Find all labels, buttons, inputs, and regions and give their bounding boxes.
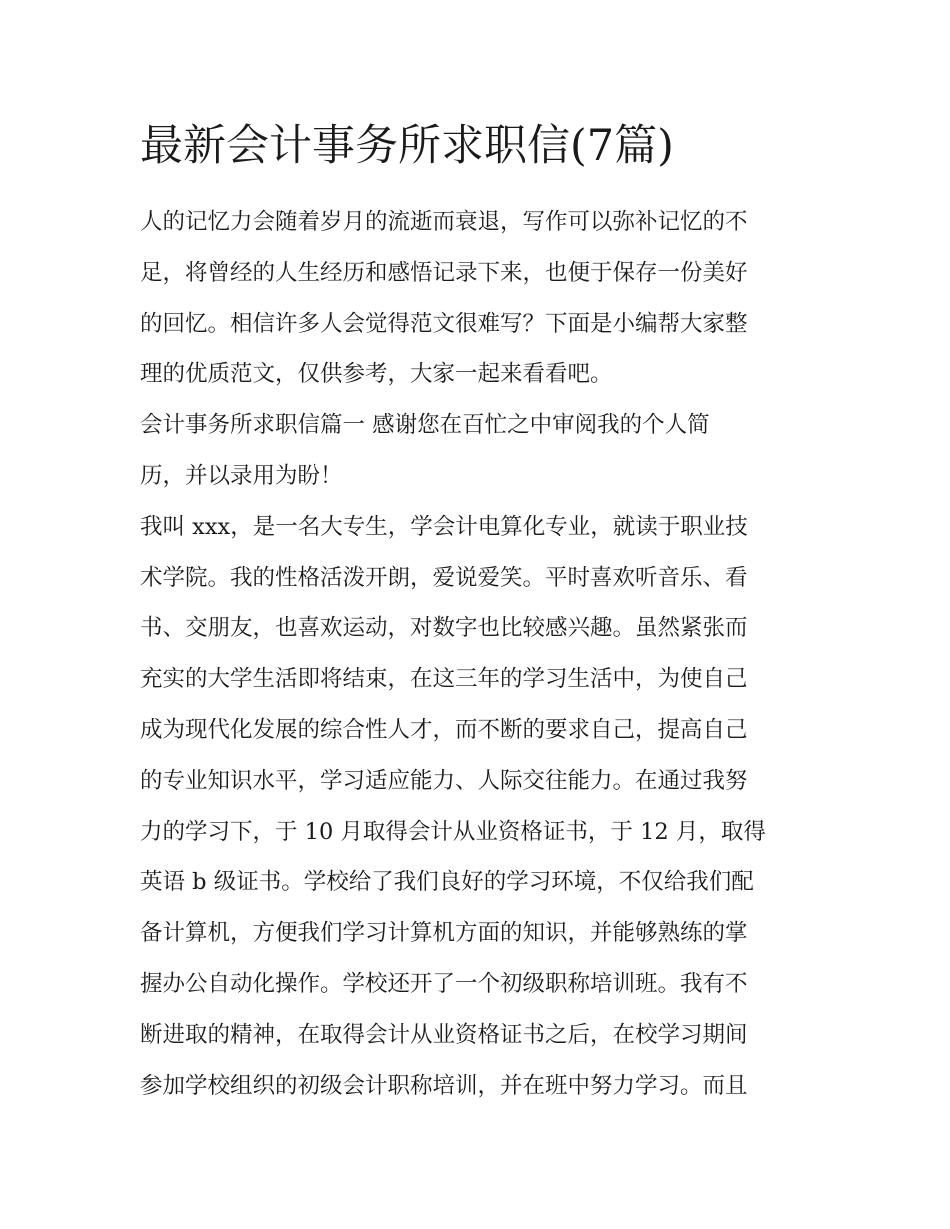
text-line: 参加学校组织的初级会计职称培训，并在班中努力学习。而且 (140, 1072, 748, 1099)
text-line: 会计事务所求职信篇一 感谢您在百忙之中审阅我的个人简 (140, 412, 710, 439)
text-line: 人的记忆力会随着岁月的流逝而衰退，写作可以弥补记忆的不 (140, 209, 748, 235)
text-line: 我叫 xxx，是一名大专生，学会计电算化专业，就读于职业技 (140, 513, 748, 540)
text-line: 术学院。我的性格活泼开朗，爱说爱笑。平时喜欢听音乐、看 (140, 564, 748, 591)
text-line: 握办公自动化操作。学校还开了一个初级职称培训班。我有不 (140, 970, 748, 997)
document-title: 最新会计事务所求职信(7篇) (140, 121, 674, 171)
document-body (140, 197, 820, 1111)
text-line: 充实的大学生活即将结束，在这三年的学习生活中，为使自己 (140, 666, 748, 693)
text-line: 理的优质范文，仅供参考，大家一起来看看吧。 (140, 361, 613, 388)
text-line: 书、交朋友，也喜欢运动，对数字也比较感兴趣。虽然紧张而 (140, 615, 748, 642)
text-line: 的专业知识水平，学习适应能力、人际交往能力。在通过我努 (140, 767, 748, 794)
text-line: 力的学习下，于 10 月取得会计从业资格证书，于 12 月，取得 (140, 818, 766, 845)
text-line: 断进取的精神，在取得会计从业资格证书之后，在校学习期间 (140, 1021, 748, 1048)
text-line: 的回忆。相信许多人会觉得范文很难写？下面是小编帮大家整 (140, 310, 748, 337)
text-line: 备计算机，方便我们学习计算机方面的知识，并能够熟练的掌 (140, 920, 748, 947)
text-line: 成为现代化发展的综合性人才，而不断的要求自己，提高自己 (140, 716, 748, 743)
text-line: 英语 b 级证书。学校给了我们良好的学习环境，不仅给我们配 (140, 869, 754, 896)
text-line: 历，并以录用为盼！ (140, 462, 343, 489)
text-line: 足，将曾经的人生经历和感悟记录下来，也便于保存一份美好 (140, 259, 748, 286)
